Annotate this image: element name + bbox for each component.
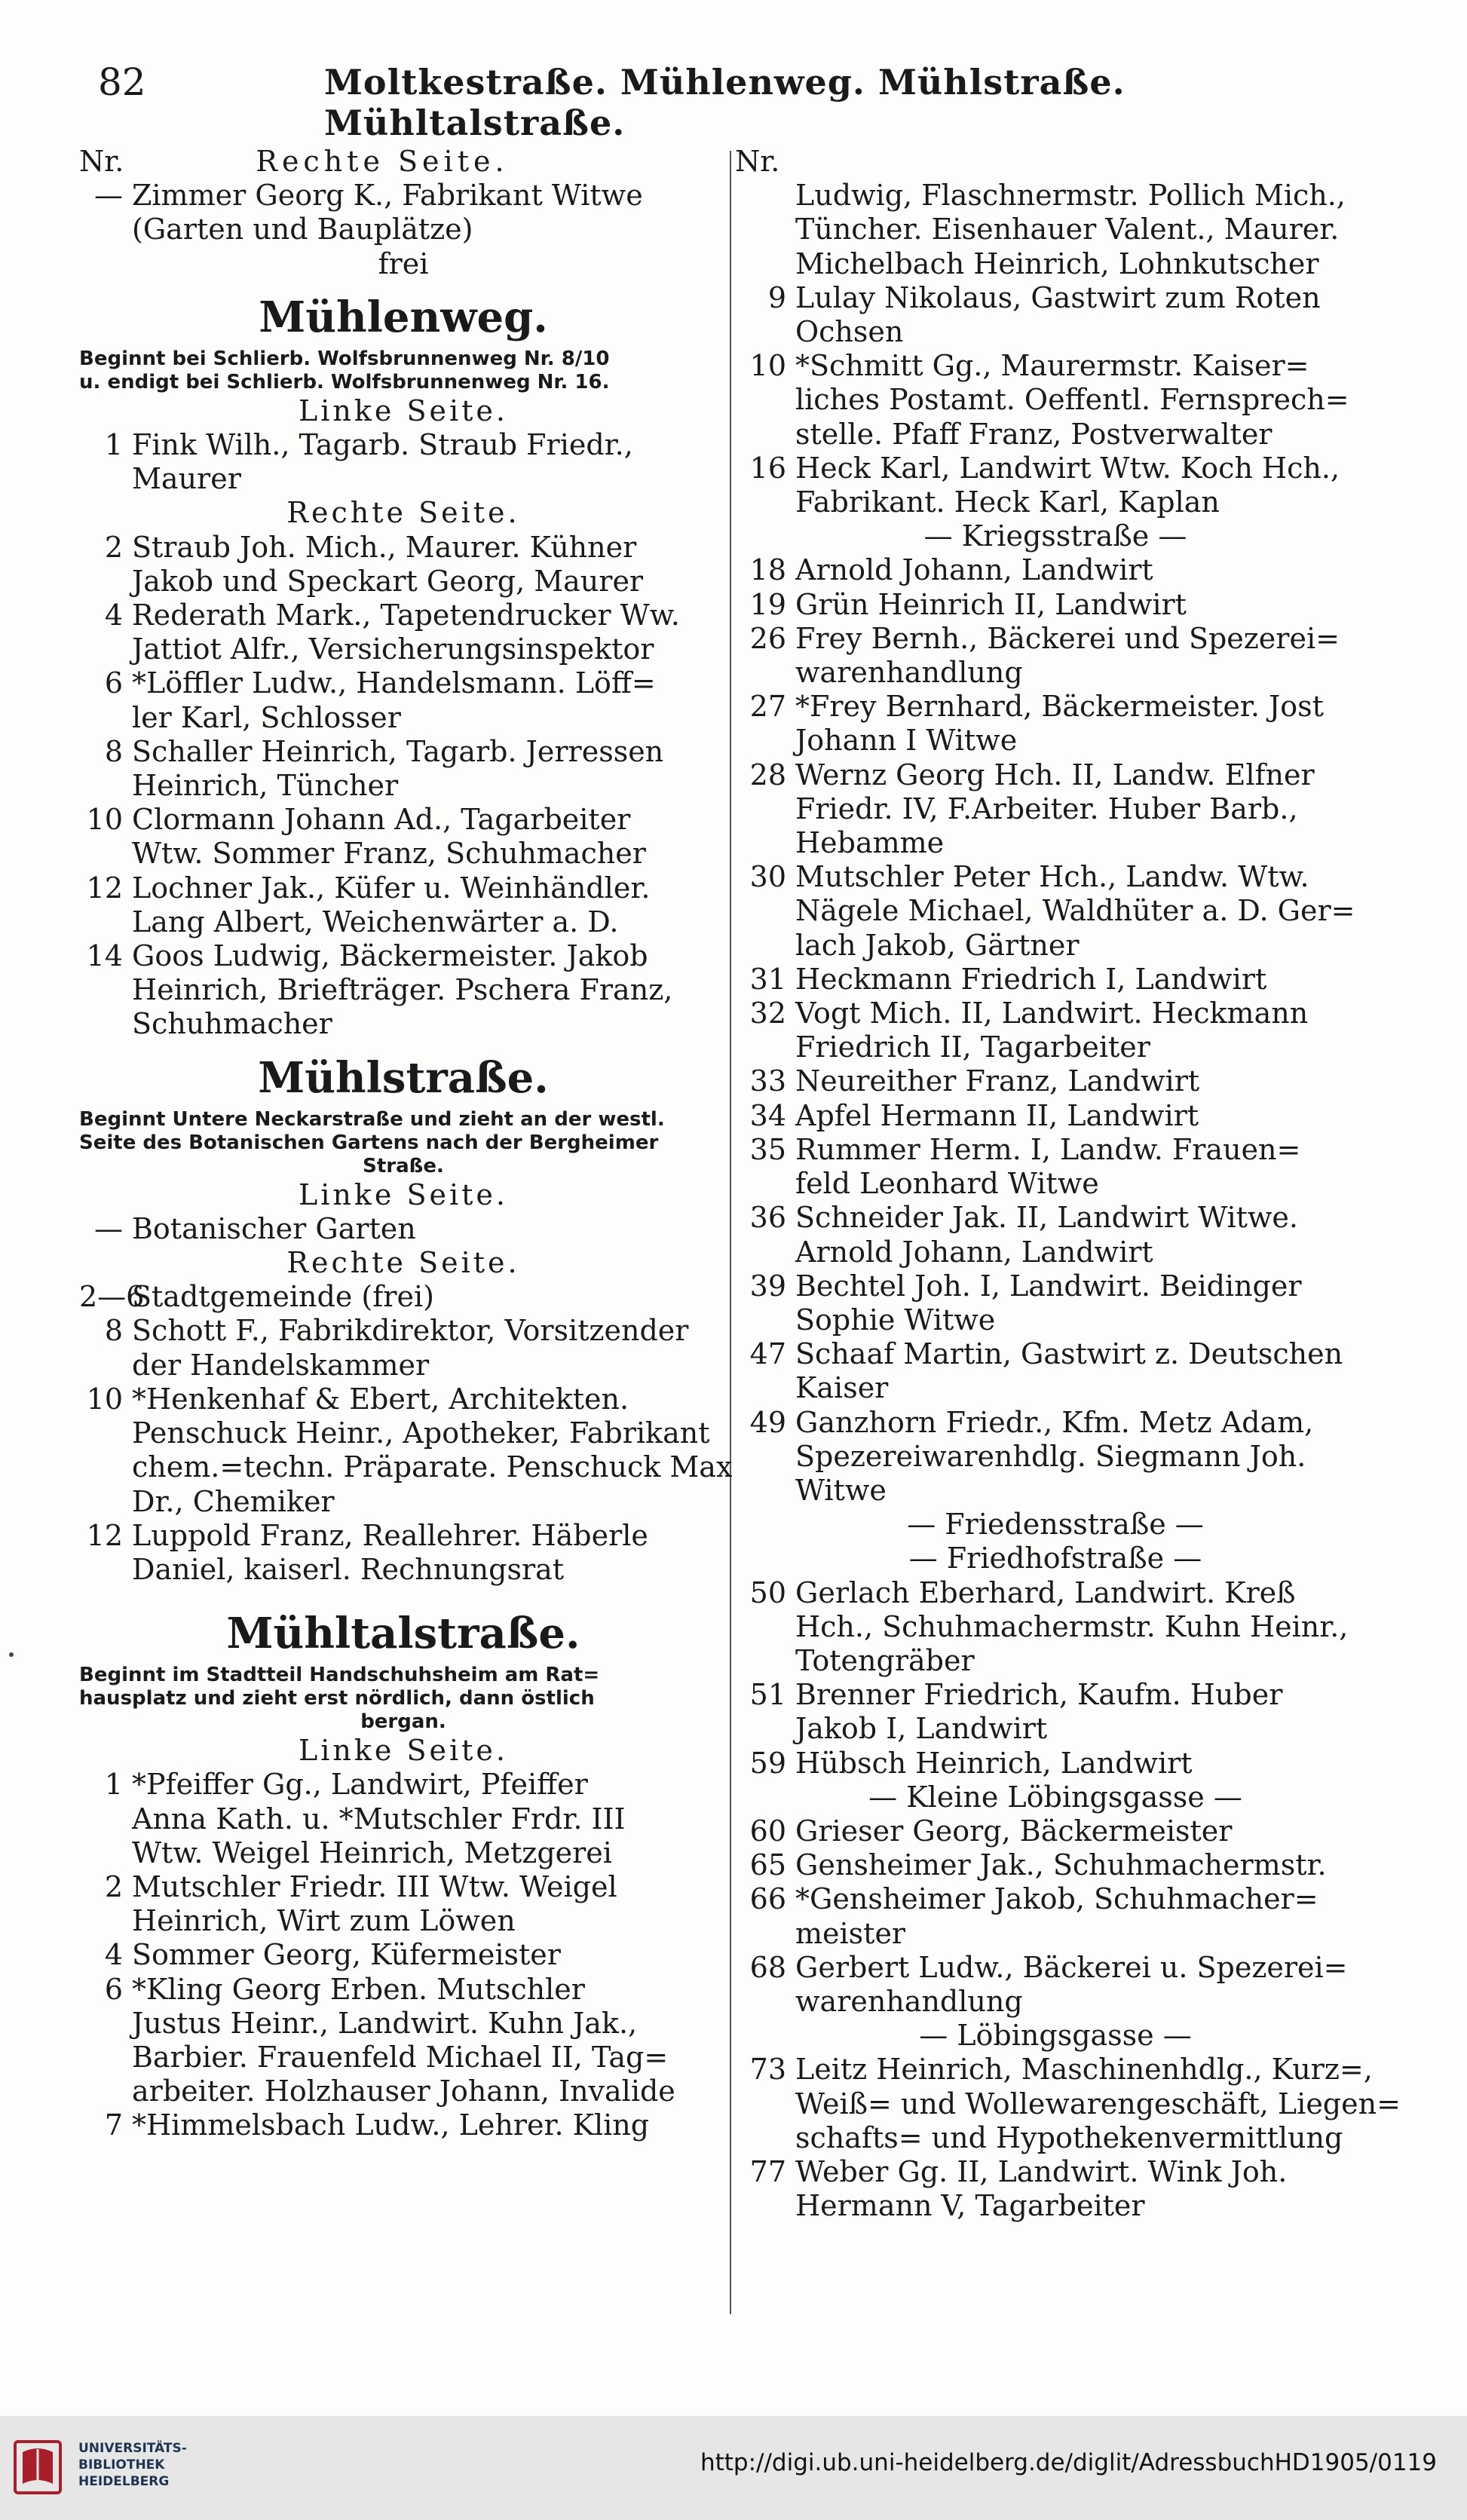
list-item: 7 *Himmelsbach Ludw., Lehrer. Kling — [104, 2108, 650, 2142]
street-note: Seite des Botanischen Gartens nach der Bergheimer — [79, 1131, 659, 1154]
list-item: 6 *Kling Georg Erben. Mutschler — [104, 1972, 585, 2006]
street-heading: Mühltalstraße. — [226, 1609, 580, 1659]
list-item: 14 Goos Ludwig, Bäckermeister. Jakob — [86, 939, 648, 973]
running-title: Moltkestraße. Mühlenweg. Mühlstraße. Mühltalstraße. — [324, 62, 1126, 143]
list-item-continuation: lach Jakob, Gärtner — [795, 928, 1080, 962]
list-item: 50 Gerlach Eberhard, Landwirt. Kreß — [749, 1575, 1296, 1609]
list-item: 47 Schaaf Martin, Gastwirt z. Deutschen — [749, 1337, 1343, 1371]
source-url-link[interactable]: http://digi.ub.uni-heidelberg.de/diglit/AdressbuchHD1905/0119 — [700, 2449, 1437, 2476]
list-item: 73 Leitz Heinrich, Maschinenhdlg., Kurz=, — [749, 2053, 1373, 2087]
list-item: 12 Lochner Jak., Küfer u. Weinhändler. — [86, 871, 651, 905]
list-item: 28 Wernz Georg Hch. II, Landw. Elfner — [749, 758, 1315, 792]
list-item-continuation: Hch., Schuhmachermstr. Kuhn Heinr., — [795, 1609, 1349, 1643]
nr-label: Nr. — [735, 145, 780, 178]
list-item: 8 Schott F., Fabrikdirektor, Vorsitzender — [104, 1314, 689, 1348]
list-item: 1 Fink Wilh., Tagarb. Straub Friedr., — [104, 428, 633, 462]
side-label: Rechte Seite. — [286, 496, 520, 530]
list-item: 35 Rummer Herm. I, Landw. Frauen= — [749, 1132, 1301, 1166]
street-note: bergan. — [360, 1710, 446, 1734]
right-column — [735, 145, 1401, 2223]
cross-street: — Löbingsgasse — — [919, 2019, 1192, 2053]
list-item-continuation: Totengräber — [795, 1643, 975, 1677]
list-item: 10 *Henkenhaf & Ebert, Architekten. — [86, 1382, 629, 1416]
list-item-continuation: Arnold Johann, Landwirt — [795, 1235, 1153, 1269]
list-item: 10 *Schmitt Gg., Maurermstr. Kaiser= — [749, 349, 1309, 383]
cross-street: — Friedensstraße — — [907, 1508, 1204, 1542]
list-item: 77 Weber Gg. II, Landwirt. Wink Joh. — [749, 2154, 1288, 2188]
left-column — [79, 145, 733, 2143]
list-item-continuation: der Handelskammer — [132, 1348, 430, 1382]
list-item-continuation: Fabrikant. Heck Karl, Kaplan — [795, 485, 1220, 519]
list-item: 2 Mutschler Friedr. III Wtw. Weigel — [104, 1869, 617, 1903]
list-item-continuation: Michelbach Heinrich, Lohnkutscher — [795, 246, 1319, 280]
list-item-continuation: chem.=techn. Präparate. Penschuck Max — [132, 1450, 733, 1484]
list-item-continuation: meister — [795, 1916, 906, 1950]
list-item: 39 Bechtel Joh. I, Landwirt. Beidinger — [749, 1269, 1302, 1303]
list-item: 30 Mutschler Peter Hch., Landw. Wtw. — [749, 860, 1309, 894]
list-item-continuation: Maurer — [132, 462, 241, 496]
list-item: — Zimmer Georg K., Fabrikant Witwe — [94, 179, 643, 213]
list-item-continuation: Ochsen — [795, 315, 904, 349]
list-item-continuation: Jattiot Alfr., Versicherungsinspektor — [132, 632, 654, 666]
list-item: 27 *Frey Bernhard, Bäckermeister. Jost — [749, 690, 1324, 724]
street-note: Beginnt bei Schlierb. Wolfsbrunnenweg Nr. 8/10 — [79, 347, 610, 370]
list-item-continuation: Heinrich, Briefträger. Pschera Franz, — [132, 973, 673, 1007]
list-item-continuation: Nägele Michael, Waldhüter a. D. Ger= — [795, 894, 1355, 928]
list-item-continuation: Hebamme — [795, 826, 945, 860]
list-item: 2—6Stadtgemeinde (frei) — [79, 1280, 434, 1314]
list-item: 1 *Pfeiffer Gg., Landwirt, Pfeiffer — [104, 1768, 588, 1802]
list-item-continuation: Witwe — [795, 1473, 887, 1507]
scan-speck — [9, 1652, 14, 1657]
list-item-continuation: Friedrich II, Tagarbeiter — [795, 1030, 1150, 1064]
list-item: 49 Ganzhorn Friedr., Kfm. Metz Adam, — [749, 1405, 1314, 1439]
cross-street: — Kleine Löbingsgasse — — [868, 1780, 1242, 1814]
list-item: 65 Gensheimer Jak., Schuhmachermstr. — [749, 1848, 1327, 1882]
list-item: 34 Apfel Hermann II, Landwirt — [749, 1098, 1199, 1132]
list-item: 36 Schneider Jak. II, Landwirt Witwe. — [749, 1201, 1299, 1235]
library-logo-text: UNIVERSITÄTS- BIBLIOTHEK HEIDELBERG — [78, 2441, 187, 2489]
list-item-continuation: Ludwig, Flaschnermstr. Pollich Mich., — [795, 179, 1346, 213]
column-divider — [730, 151, 731, 2314]
list-item-continuation: Heinrich, Tüncher — [132, 769, 399, 803]
list-item-continuation: Sophie Witwe — [795, 1303, 996, 1337]
list-item: — Botanischer Garten — [94, 1211, 416, 1245]
list-item-continuation: Friedr. IV, F.Arbeiter. Huber Barb., — [795, 792, 1298, 825]
street-note: Beginnt Untere Neckarstraße und zieht an der westl. — [79, 1107, 665, 1131]
cross-street: — Kriegsstraße — — [923, 519, 1187, 553]
list-item-continuation: Justus Heinr., Landwirt. Kuhn Jak., — [132, 2006, 638, 2040]
list-item-continuation: (Garten und Bauplätze) — [132, 213, 473, 246]
list-item: 51 Brenner Friedrich, Kaufm. Huber — [749, 1678, 1283, 1712]
list-item: 26 Frey Bernh., Bäckerei und Spezerei= — [749, 621, 1340, 655]
list-item: 9 Lulay Nikolaus, Gastwirt zum Roten — [767, 280, 1321, 314]
column-header-row — [79, 145, 727, 179]
street-heading: Mühlenweg. — [259, 292, 548, 342]
list-item-continuation: Kaiser — [795, 1371, 889, 1405]
list-item-continuation: Schuhmacher — [132, 1007, 332, 1041]
list-item-continuation: Anna Kath. u. *Mutschler Frdr. III — [132, 1802, 626, 1836]
list-item-continuation: schafts= und Hypothekenvermittlung — [795, 2120, 1343, 2154]
side-label: Rechte Seite. — [256, 145, 509, 178]
street-note: hausplatz und zieht erst nördlich, dann östlich — [79, 1687, 595, 1710]
list-item: 68 Gerbert Ludw., Bäckerei u. Spezerei= — [749, 1950, 1348, 1984]
list-item-continuation: liches Postamt. Oeffentl. Fernsprech= — [795, 383, 1349, 417]
list-item: 59 Hübsch Heinrich, Landwirt — [749, 1746, 1193, 1780]
list-item: 6 *Löffler Ludw., Handelsmann. Löff= — [104, 666, 656, 700]
cross-street: — Friedhofstraße — — [908, 1542, 1202, 1575]
list-item: 19 Grün Heinrich II, Landwirt — [749, 587, 1187, 621]
list-item-continuation: Tüncher. Eisenhauer Valent., Maurer. — [795, 213, 1340, 246]
page-header — [98, 60, 1153, 143]
list-item: 66 *Gensheimer Jakob, Schuhmacher= — [749, 1882, 1318, 1916]
list-item-continuation: feld Leonhard Witwe — [795, 1167, 1099, 1201]
list-item-continuation: Jakob I, Landwirt — [795, 1712, 1048, 1746]
list-item-continuation: warenhandlung — [795, 1984, 1023, 2018]
list-item-continuation: frei — [378, 246, 429, 280]
street-note: u. endigt bei Schlierb. Wolfsbrunnenweg Nr. 16. — [79, 370, 610, 393]
street-note: Straße. — [363, 1154, 444, 1177]
side-label: Linke Seite. — [299, 1177, 508, 1211]
list-item-continuation: Jakob und Speckart Georg, Maurer — [132, 564, 644, 598]
side-label: Rechte Seite. — [286, 1246, 520, 1280]
list-item: 60 Grieser Georg, Bäckermeister — [749, 1814, 1233, 1848]
list-item-continuation: Lang Albert, Weichenwärter a. D. — [132, 905, 619, 938]
list-item: 4 Rederath Mark., Tapetendrucker Ww. — [104, 599, 680, 632]
list-item-continuation: Barbier. Frauenfeld Michael II, Tag= — [132, 2040, 669, 2074]
list-item: 10 Clormann Johann Ad., Tagarbeiter — [86, 803, 631, 837]
list-item: 4 Sommer Georg, Küfermeister — [104, 1938, 561, 1972]
side-label: Linke Seite. — [299, 1734, 508, 1768]
list-item-continuation: Wtw. Sommer Franz, Schuhmacher — [132, 837, 646, 871]
list-item: 16 Heck Karl, Landwirt Wtw. Koch Hch., — [749, 451, 1340, 485]
list-item-continuation: Weiß= und Wollewarengeschäft, Liegen= — [795, 2087, 1401, 2120]
list-item: 32 Vogt Mich. II, Landwirt. Heckmann — [749, 997, 1309, 1030]
list-item-continuation: Spezereiwarenhdlg. Siegmann Joh. — [795, 1439, 1306, 1473]
list-item-continuation: Hermann V, Tagarbeiter — [795, 2189, 1145, 2223]
list-item-continuation: Dr., Chemiker — [132, 1484, 335, 1518]
list-item-continuation: arbeiter. Holzhauser Johann, Invalide — [132, 2074, 675, 2108]
list-item-continuation: Heinrich, Wirt zum Löwen — [132, 1904, 516, 1938]
list-item: 18 Arnold Johann, Landwirt — [749, 553, 1153, 587]
list-item-continuation: warenhandlung — [795, 656, 1023, 690]
list-item: 33 Neureither Franz, Landwirt — [749, 1064, 1200, 1098]
list-item: 31 Heckmann Friedrich I, Landwirt — [749, 962, 1267, 996]
library-logo-icon — [12, 2437, 63, 2497]
side-label: Linke Seite. — [299, 393, 508, 427]
list-item: 8 Schaller Heinrich, Tagarb. Jerressen — [104, 734, 664, 768]
nr-label: Nr. — [79, 145, 124, 178]
street-note: Beginnt im Stadtteil Handschuhsheim am Rat= — [79, 1664, 600, 1687]
list-item: 2 Straub Joh. Mich., Maurer. Kühner — [104, 530, 637, 564]
page-number: 82 — [98, 60, 146, 104]
list-item-continuation: ler Karl, Schlosser — [132, 700, 401, 734]
list-item-continuation: Johann I Witwe — [795, 724, 1018, 758]
list-item-continuation: Wtw. Weigel Heinrich, Metzgerei — [132, 1836, 612, 1869]
footer-bar — [0, 2416, 1467, 2520]
list-item-continuation: stelle. Pfaff Franz, Postverwalter — [795, 417, 1273, 451]
street-heading: Mühlstraße. — [258, 1052, 549, 1103]
list-item-continuation: Penschuck Heinr., Apotheker, Fabrikant — [132, 1416, 710, 1450]
list-item: 12 Luppold Franz, Reallehrer. Häberle — [86, 1518, 648, 1552]
list-item-continuation: Daniel, kaiserl. Rechnungsrat — [132, 1552, 565, 1586]
